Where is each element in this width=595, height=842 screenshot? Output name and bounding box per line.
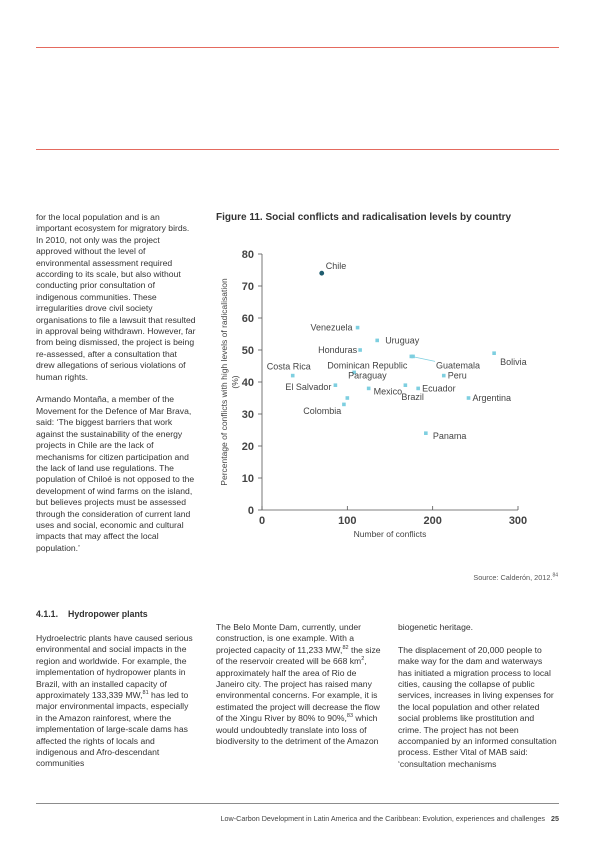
point-label-el-salvador: El Salvador [285, 382, 332, 393]
hydro-mid-column [216, 622, 386, 759]
callout-line-guatemala [411, 356, 435, 361]
footnote-ref: 83 [346, 713, 354, 720]
x-tick-label: 200 [423, 515, 442, 527]
point-venezuela [356, 326, 360, 330]
scatter-chart [210, 240, 540, 540]
point-label-guatemala: Guatemala [436, 360, 481, 371]
footnote-ref: 81 [142, 690, 149, 697]
point-label-panama: Panama [432, 431, 467, 442]
point-label-argentina: Argentina [472, 393, 512, 403]
y-tick-label: 80 [241, 249, 254, 261]
superscript: 2 [361, 656, 365, 663]
y-tick-label: 70 [241, 281, 254, 293]
y-tick-label: 30 [241, 409, 254, 421]
x-tick-label: 100 [338, 515, 357, 527]
point-label-venezuela: Venezuela [310, 322, 353, 333]
intro-paragraph-2: Armando Montaña, a member of the Movement for the Defence of Mar Brava, said: ‘The biggest barriers that work against the sustainability of the energy projects in Chile are the lack of mechanisms for citizen participation and the lack of land use regulations. The population of Chiloé is not opposed to the development of wind farms on the island, but believes projects must be assessed through the consideration of current land uses and social, economic and cultural impacts that may affect the local population.’ [36, 394, 195, 553]
figure-source-footnote: 84 [552, 572, 558, 579]
point-colombia-2 [342, 403, 346, 407]
page-number: 25 [551, 814, 559, 823]
x-axis-label: Number of conflicts [353, 529, 427, 539]
hydro-right-paragraph-1: biogenetic heritage. [398, 622, 474, 632]
hydro-left-text-a: Hydroelectric plants have caused serious environmental and social impacts in the region and worldwide. For example, the implementation of hydropower plants in Brazil, with an installed capacity of approximately 133,339 MW, [36, 633, 193, 701]
hydro-left-text-b: has led to major environmental impacts, especially in the Amazon rainforest, where the implementation of large-scale dams has affected the rights of locals and indigenous and Afro-descendant communities [36, 690, 189, 769]
point-ecuador [416, 387, 420, 391]
point-argentina [467, 396, 471, 400]
point-label-colombia: Colombia [303, 406, 342, 416]
y-tick-label: 60 [241, 313, 254, 325]
top-rule [36, 47, 559, 48]
point-costa-rica [291, 374, 295, 378]
footer-rule [36, 803, 559, 804]
y-tick-label: 0 [247, 505, 254, 517]
point-label-paraguay: Paraguay [348, 370, 387, 381]
point-brazil [404, 383, 408, 387]
point-label-ecuador: Ecuador [422, 383, 456, 394]
point-el-salvador [334, 383, 338, 387]
y-tick-label: 20 [241, 441, 254, 453]
hydro-mid-text-a: The Belo Monte Dam, currently, under construction, is one example. With a projected capacity of 11,233 MW, [216, 622, 362, 655]
hydro-mid-text-b: the size of the reservoir created will be 668 km [216, 644, 381, 667]
hydro-right-paragraph-2: The displacement of 20,000 people to make way for the dam and waterways has initiated a migration process to local cities, causing the collapse of public services, increases in living expenses for the local population and other related social problems like prostitution and crime. The project has not been accompanied by an informed consultation process. Esther Vital of MAB said: ‘consultation mechanisms [398, 644, 557, 769]
hydro-right-column [398, 622, 558, 782]
y-axis-label-unit: (%) [230, 375, 240, 389]
point-label-costa-rica: Costa Rica [266, 361, 311, 372]
point-panama [424, 431, 428, 435]
point-label-bolivia: Bolivia [500, 357, 527, 368]
hydro-left-paragraph [36, 633, 196, 770]
footnote-ref: 82 [342, 644, 349, 651]
hydro-left-column [36, 633, 196, 781]
figure-source [473, 573, 558, 582]
point-honduras [358, 348, 362, 352]
point-label-peru: Peru [447, 370, 467, 381]
point-label-mexico: Mexico [373, 386, 403, 397]
section-heading [36, 609, 148, 619]
page-footer [36, 814, 559, 823]
x-tick-label: 0 [258, 515, 266, 527]
y-tick-label: 50 [241, 345, 254, 357]
point-peru [442, 374, 446, 378]
hydro-mid-paragraph [216, 622, 386, 747]
point-label-dominican-republic: Dominican Republic [327, 360, 408, 371]
point-guatemala [411, 355, 415, 359]
section-title: Hydropower plants [68, 609, 148, 619]
figure-title: Figure 11. Social conflicts and radicalisation levels by country [216, 212, 512, 223]
figure-source-text: Source: Calderón, 2012. [473, 573, 553, 582]
y-tick-label: 40 [241, 377, 254, 389]
header-bottom-rule [36, 149, 559, 150]
point-label-brazil: Brazil [401, 392, 424, 403]
point-chile [319, 271, 324, 276]
hydro-mid-text-c: , approximately half the area of Rio de Janeiro city. The project has raised many environmental concerns. For example, it is estimated the project will decrease the flow of the Xingu River by 80% to 90%, [216, 656, 380, 724]
intro-paragraph-1: for the local population and is an important ecosystem for migratory birds. In 2010, not only was the project approved without the level of environmental assessment required according to its scale, but also without conducting prior consultation of indigenous communities. These irregularities drove civil society organisations to file a lawsuit that resulted in approval being withdrawn. However, far from being dismissed, the project is being re-assessed, after a consultation that drew allegations of serious violations of human rights. [36, 212, 196, 382]
point-label-honduras: Honduras [318, 345, 358, 355]
y-axis-label: Percentage of conflicts with high levels of radicalisation [219, 278, 229, 486]
x-tick-label: 300 [508, 515, 528, 527]
point-mexico [367, 387, 371, 391]
section-number: 4.1.1. [36, 609, 59, 619]
point-label-uruguay: Uruguay [385, 335, 420, 346]
point-bolivia [492, 351, 496, 355]
point-colombia [346, 396, 350, 400]
y-tick-label: 10 [241, 473, 254, 485]
intro-column [36, 212, 196, 566]
point-label-chile: Chile [325, 261, 347, 272]
point-uruguay [375, 339, 379, 343]
footer-text: Low-Carbon Development in Latin America and the Caribbean: Evolution, experiences and challenges [220, 814, 545, 823]
hydro-mid-text-d: which would undoubtedly translate into loss of biodiversity to the detriment of the Amazon [216, 713, 379, 747]
